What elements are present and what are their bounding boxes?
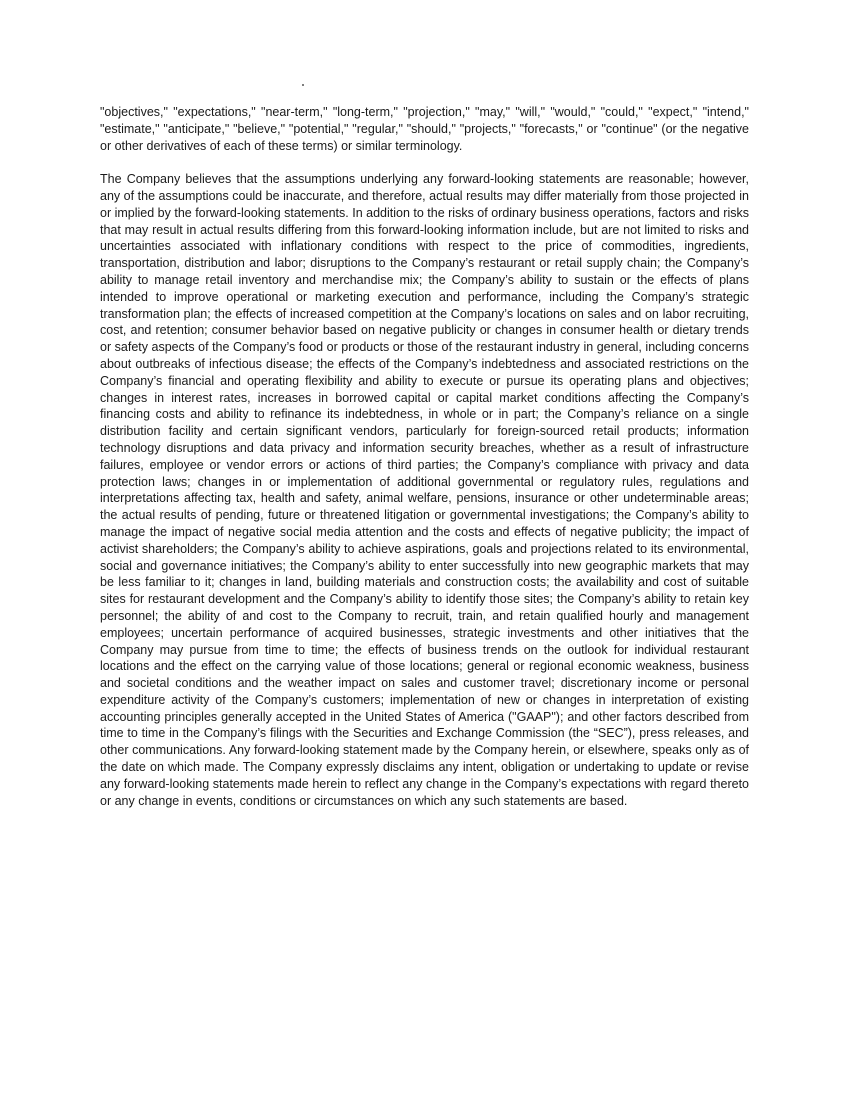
paragraph-risk-factors: The Company believes that the assumptions underlying any forward-looking statements are reasonable; however, any of the assumptions could be inaccurate, and therefore, actual results may differ materially from those projected in or implied by the forward-looking statements. In addition to the risks of ordinary business operations, factors and risks that may result in actual results differing from this forward-looking information include, but are not limited to risks and uncertainties associated with inflationary conditions with respect to the price of commodities, ingredients, transportation, distribution and labor; disruptions to the Company’s restaurant or retail supply chain; the Company’s ability to manage retail inventory and merchandise mix; the Company’s ability to sustain or the effects of plans intended to improve operational or marketing execution and performance, including the Company’s strategic transformation plan; the effects of increased competition at the Company’s locations on sales and on labor recruiting, cost, and retention; consumer behavior based on negative publicity or changes in consumer health or dietary trends or safety aspects of the Company’s food or products or those of the restaurant industry in general, including concerns about outbreaks of infectious disease; the effects of the Company’s indebtedness and associated restrictions on the Company’s financial and operating flexibility and ability to execute or pursue its operating plans and objectives; changes in interest rates, increases in borrowed capital or capital market conditions affecting the Company’s financing costs and ability to refinance its indebtedness, in whole or in part; the Company’s reliance on a single distribution facility and certain significant vendors, particularly for foreign-sourced retail products; information technology disruptions and data privacy and information security breaches, whether as a result of infrastructure failures, employee or vendor errors or actions of third parties; the Company’s compliance with privacy and data protection laws; changes in or implementation of additional governmental or regulatory rules, regulations and interpretations affecting tax, health and safety, animal welfare, pensions, insurance or other undeterminable areas; the actual results of pending, future or threatened litigation or governmental investigations; the Company’s ability to manage the impact of negative social media attention and the costs and effects of negative publicity; the impact of activist shareholders; the Company’s ability to achieve aspirations, goals and projections related to its environmental, social and governance initiatives; the Company’s ability to enter successfully into new geographic markets that may be less familiar to it; changes in land, building materials and construction costs; the availability and cost of suitable sites for restaurant development and the Company’s ability to identify those sites; the Company’s ability to retain key personnel; the ability of and cost to the Company to recruit, train, and retain qualified hourly and management employees; uncertain performance of acquired businesses, strategic investments and other initiatives that the Company may pursue from time to time; the effects of business trends on the outlook for individual restaurant locations and the effect on the carrying value of those locations; general or regional economic weakness, business and societal conditions and the weather impact on sales and customer travel; discretionary income or personal expenditure activity of the Company’s customers; implementation of new or changes in interpretation of existing accounting principles generally accepted in the United States of America ("GAAP"); and other factors described from time to time in the Company’s filings with the Securities and Exchange Commission (the “SEC”), press releases, and other communications. Any forward-looking statement made by the Company herein, or elsewhere, speaks only as of the date on which made. The Company expressly disclaims any intent, obligation or undertaking to update or revise any forward-looking statements made herein to reflect any change in the Company’s expectations with regard thereto or any change in events, conditions or circumstances on which any such statements are based. [100, 172, 749, 808]
paragraph-terminology: "objectives," "expectations," "near-term," "long-term," "projection," "may," "will," "would," "could," "expect," "intend," "estimate," "anticipate," "believe," "potential," "regular," "should," "projects," "forecasts," or "continue" (or the negative or other derivatives of each of these terms) or similar terminology. [100, 105, 749, 153]
stray-mark [302, 84, 304, 86]
document-body [100, 104, 749, 809]
